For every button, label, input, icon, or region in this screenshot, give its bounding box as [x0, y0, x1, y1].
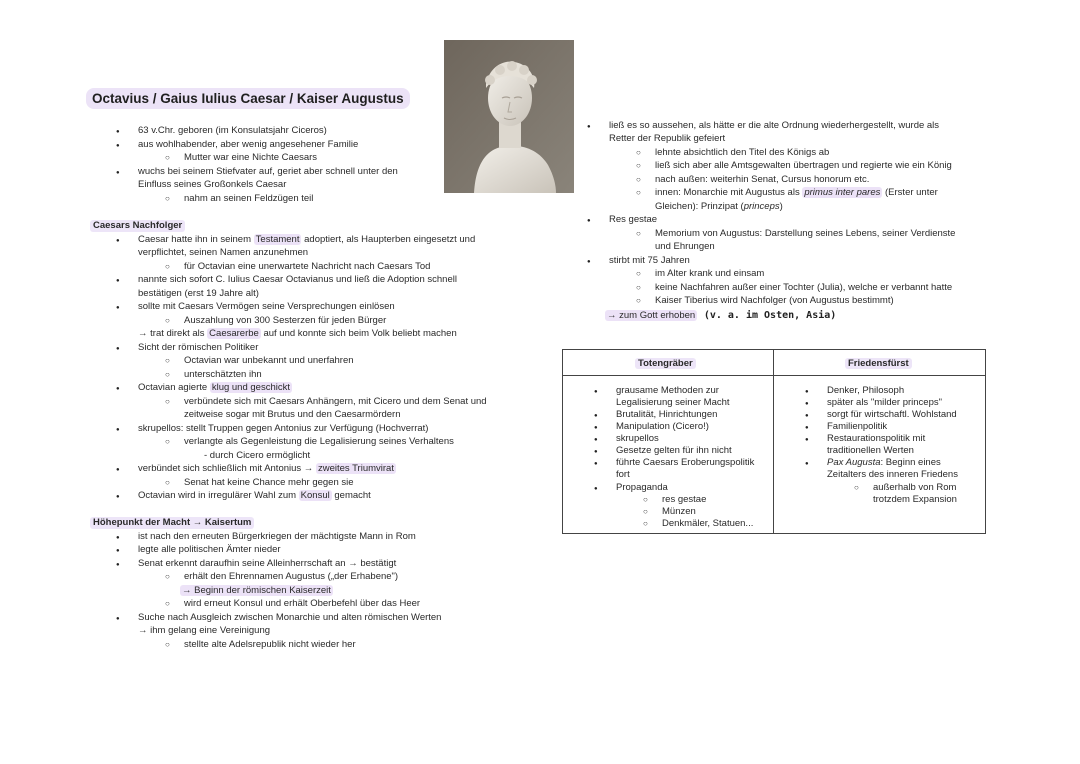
table-cell-subitem-cont: trotzdem Expansion [873, 494, 957, 505]
table-cell-item-cont: Legalisierung seiner Macht [616, 397, 730, 408]
list-subitem: ○ wird erneut Konsul und erhält Oberbefehl über das Heer [184, 598, 420, 610]
list-item: ● Sicht der römischen Politiker [138, 342, 258, 354]
table-cell-item: ● grausame Methoden zur [616, 385, 719, 397]
table-cell-item: ● Denker, Philosoph [827, 385, 904, 397]
list-subitem: ○ Auszahlung von 300 Sesterzen für jeden Bürger [184, 315, 386, 327]
list-item-cont: verpflichtet, seinen Namen anzunehmen [138, 247, 309, 258]
intro-subitem: ○ Mutter war eine Nichte Caesars [184, 152, 317, 164]
right-item-cont: → zum Gott erhoben (v. a. im Osten, Asia) [607, 310, 837, 321]
list-item: ● nannte sich sofort C. Iulius Caesar Octavianus und ließ die Adoption schnell [138, 274, 457, 286]
intro-subitem: ○ nahm an seinen Feldzügen teil [184, 193, 313, 205]
table-cell-item: ● führte Caesars Eroberungspolitik [616, 457, 754, 469]
list-item: ● skrupellos: stellt Truppen gegen Antonius zur Verfügung (Hochverrat) [138, 423, 428, 435]
intro-item: ● wuchs bei seinem Stiefvater auf, geriet aber schnell unter den [138, 166, 398, 178]
right-item-cont: Retter der Republik gefeiert [609, 133, 726, 144]
table-cell-subitem: ○ res gestae [662, 494, 706, 506]
right-subitem-cont: Gleichen): Prinzipat (princeps) [655, 201, 783, 212]
table-cell-item: ● skrupellos [616, 433, 659, 445]
right-subitem: ○ Memorium von Augustus: Darstellung seines Lebens, seiner Verdienste [655, 228, 955, 240]
list-subitem-cont: → Beginn der römischen Kaiserzeit [182, 585, 331, 596]
right-subitem-cont: und Ehrungen [655, 241, 715, 252]
list-item: ● ist nach den erneuten Bürgerkriegen der mächtigste Mann in Rom [138, 531, 416, 543]
list-subitem: ○ Octavian war unbekannt und unerfahren [184, 355, 354, 367]
list-subitem: ○ unterschätzten ihn [184, 369, 262, 381]
list-subitem: ○ stellte alte Adelsrepublik nicht wieder her [184, 639, 356, 651]
list-subitem-cont: - durch Cicero ermöglicht [204, 450, 311, 461]
right-subitem: ○ nach außen: weiterhin Senat, Cursus honorum etc. [655, 174, 869, 186]
table-divider [773, 350, 774, 533]
table-header-friedensfuerst: Friedensfürst [845, 358, 912, 369]
list-subitem: ○ verbündete sich mit Caesars Anhängern, mit Cicero und dem Senat und [184, 396, 487, 408]
table-header-divider [563, 375, 985, 376]
table-cell-item-cont: Zeitalters des inneren Friedens [827, 469, 958, 480]
table-cell-item: ● Manipulation (Cicero!) [616, 421, 709, 433]
table-header-totengraeber: Totengräber [635, 358, 696, 369]
right-item: ● stirbt mit 75 Jahren [609, 255, 690, 267]
list-item-cont: → trat direkt als Caesarerbe auf und konnte sich beim Volk beliebt machen [138, 328, 457, 339]
list-item: ● Octavian wird in irregulärer Wahl zum Konsul gemacht [138, 490, 371, 502]
list-item-cont: bestätigen (erst 19 Jahre alt) [138, 288, 259, 299]
right-subitem: ○ keine Nachfahren außer einer Tochter (Julia), welche er verbannt hatte [655, 282, 952, 294]
list-item: ● Octavian agierte klug und geschickt [138, 382, 292, 394]
table-cell-item: ● Propaganda [616, 482, 668, 494]
list-item: ● Suche nach Ausgleich zwischen Monarchie und alten römischen Werten [138, 612, 441, 624]
list-item: ● Senat erkennt daraufhin seine Alleinherrschaft an → bestätigt [138, 558, 396, 570]
bust-icon [444, 40, 574, 193]
table-cell-item: ● Pax Augusta: Beginn eines [827, 457, 941, 469]
right-subitem: ○ lehnte absichtlich den Titel des Königs ab [655, 147, 829, 159]
table-cell-subitem: ○ Münzen [662, 506, 696, 518]
right-item: ● Res gestae [609, 214, 657, 226]
table-cell-item: ● Restaurationspolitik mit [827, 433, 925, 445]
right-subitem: ○ innen: Monarchie mit Augustus als primus inter pares (Erster unter [655, 187, 938, 199]
section-heading-kaisertum: Höhepunkt der Macht → Kaisertum [90, 517, 254, 529]
intro-item: ● 63 v.Chr. geboren (im Konsulatsjahr Ciceros) [138, 125, 327, 137]
right-subitem: ○ im Alter krank und einsam [655, 268, 764, 280]
list-item-cont: → ihm gelang eine Vereinigung [138, 625, 271, 636]
page-title: Octavius / Gaius Iulius Caesar / Kaiser Augustus [86, 88, 410, 109]
table-cell-item-cont: traditionellen Werten [827, 445, 914, 456]
intro-item: ● aus wohlhabender, aber wenig angesehener Familie [138, 139, 358, 151]
list-subitem: ○ Senat hat keine Chance mehr gegen sie [184, 477, 354, 489]
list-item: ● legte alle politischen Ämter nieder [138, 544, 281, 556]
table-cell-subitem: ○ außerhalb von Rom [873, 482, 956, 494]
table-cell-item: ● Gesetze gelten für ihn nicht [616, 445, 732, 457]
table-cell-item: ● sorgt für wirtschaftl. Wohlstand [827, 409, 957, 421]
table-cell-subitem: ○ Denkmäler, Statuen... [662, 518, 753, 530]
table-cell-item: ● später als "milder princeps" [827, 397, 942, 409]
comparison-table [562, 349, 986, 534]
list-subitem: ○ verlangte als Gegenleistung die Legalisierung seines Verhaltens [184, 436, 454, 448]
table-cell-item: ● Brutalität, Hinrichtungen [616, 409, 717, 421]
list-subitem-cont: zeitweise sogar mit Brutus und den Caesarmördern [184, 409, 401, 420]
augustus-bust-image [444, 40, 574, 193]
list-item: ● Caesar hatte ihn in seinem Testament adoptiert, als Haupterben eingesetzt und [138, 234, 475, 246]
list-subitem: ○ für Octavian eine unerwartete Nachricht nach Caesars Tod [184, 261, 430, 273]
table-cell-item: ● Familienpolitik [827, 421, 887, 433]
table-cell-item-cont: fort [616, 469, 630, 480]
list-item: ● sollte mit Caesars Vermögen seine Versprechungen einlösen [138, 301, 395, 313]
intro-item-cont: Einfluss seines Großonkels Caesar [138, 179, 287, 190]
right-subitem: ○ Kaiser Tiberius wird Nachfolger (von Augustus bestimmt) [655, 295, 894, 307]
handwritten-note: (v. a. im Osten, Asia) [703, 310, 837, 321]
right-item: ● ließ es so aussehen, als hätte er die alte Ordnung wiederhergestellt, wurde als [609, 120, 939, 132]
section-heading-caesars-nachfolger: Caesars Nachfolger [90, 220, 185, 232]
right-subitem: ○ ließ sich aber alle Amtsgewalten übertragen und regierte wie ein König [655, 160, 952, 172]
list-item: ● verbündet sich schließlich mit Antonius → zweites Triumvirat [138, 463, 396, 475]
list-subitem: ○ erhält den Ehrennamen Augustus („der Erhabene") [184, 571, 398, 583]
